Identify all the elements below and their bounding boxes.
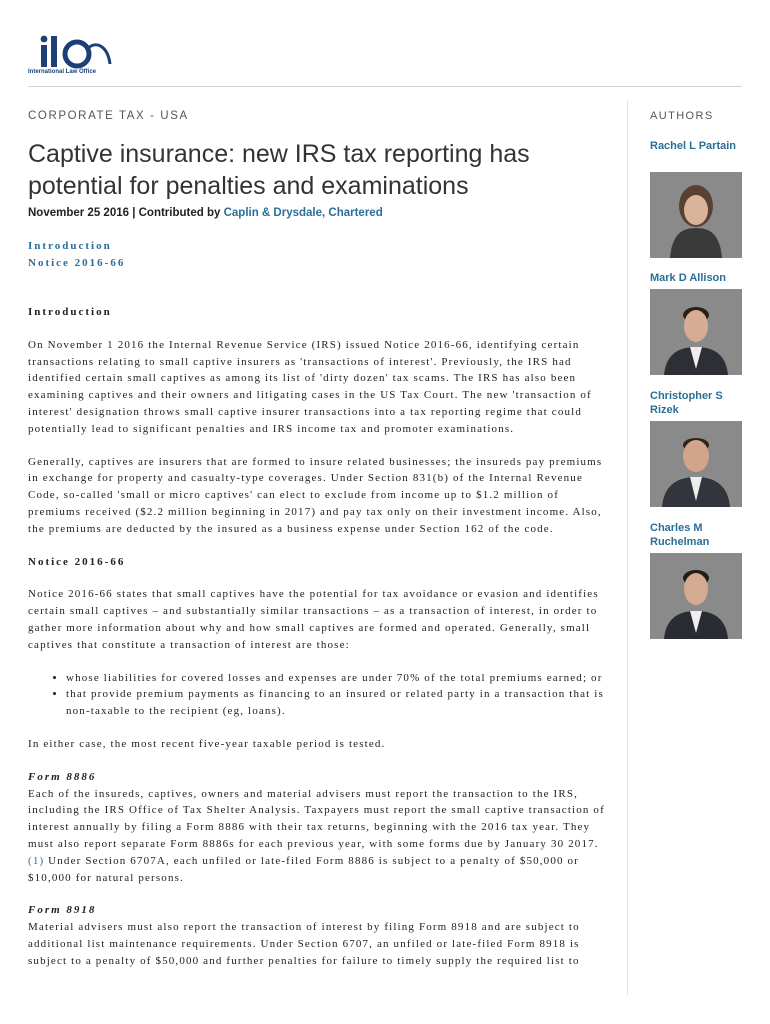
paragraph: On November 1 2016 the Internal Revenue Service (IRS) issued Notice 2016-66, identifying certain transactions relating to small captive insurers as 'transactions of interest'. Previously, the IRS had identified certain small captives as among its list of 'dirty dozen' tax scams. The IRS has also been examining captives and their owners and litigating cases in the US Tax Court. The new 'transaction of interest' designation throws small captive insurer transactions into a tax reporting regime that could potentially lead to significant penalties and IRS income tax and promoter examinations. <box>28 338 592 435</box>
contributor-link[interactable]: Caplin & Drysdale, Chartered <box>223 207 383 219</box>
bullet-list <box>28 670 608 720</box>
category-label: CORPORATE TAX - USA <box>28 110 189 122</box>
toc-link-notice[interactable]: Notice 2016-66 <box>28 257 126 269</box>
author-name-link[interactable]: Mark D Allison <box>650 272 726 284</box>
author-photo[interactable] <box>650 421 742 507</box>
page-title: Captive insurance: new IRS tax reporting has potential for penalties and examinations <box>28 140 530 200</box>
author-name-link[interactable]: Rachel L Partain <box>650 140 736 152</box>
author-photo[interactable] <box>650 172 742 258</box>
subheading-form-8886: Form 8886 <box>28 770 97 783</box>
author-entry <box>650 139 745 153</box>
table-of-contents <box>28 238 125 272</box>
paragraph: Notice 2016-66 states that small captives have the potential for tax avoidance or evasion and identifies certain small captives – and substantially similar transactions – as a transaction of interest, in order to gather more information about why and how small captives are formed and operated. Generally, small captives that constitute a transaction of interest are those: <box>28 588 599 651</box>
article-body <box>28 304 608 986</box>
author-entry <box>650 389 745 417</box>
paragraph: Material advisers must also report the transaction of interest by filing Form 8918 and are subject to additional list maintenance requirements. Under Section 6707, an unfiled or late-filed Form 8918 is subject to a penalty of $50,000 and further penalties for failure to timely supply the required list to <box>28 921 580 967</box>
footnote-link[interactable]: (1) <box>28 854 45 867</box>
contributed-label: Contributed by <box>138 207 224 219</box>
paragraph: Generally, captives are insurers that are formed to insure related businesses; the insureds pay premiums in exchange for property and casualty-type coverages. Under Section 831(b) of the Internal Revenue Code, so-called 'small or micro captives' can elect to exclude from income up to $1.2 million of premiums received ($2.2 million beginning in 2017) and pay tax only on their investment income. Also, the premiums are deducted by the insured as a business expense under Section 162 of the code. <box>28 455 603 535</box>
article-date: November 25 2016 <box>28 207 130 219</box>
author-name-link[interactable]: Christopher S Rizek <box>650 390 723 416</box>
paragraph <box>28 786 608 887</box>
authors-heading: AUTHORS <box>650 110 714 122</box>
subheading-form-8918: Form 8918 <box>28 904 97 917</box>
list-item: • that provide premium payments as financing to an insured or related party in a transaction that is non-taxable to the recipient (eg, loans). <box>66 686 608 720</box>
author-entry <box>650 521 745 549</box>
section-heading-introduction: Introduction <box>28 306 112 318</box>
section-heading-notice: Notice 2016-66 <box>28 555 126 568</box>
header-divider <box>28 86 742 87</box>
author-photo[interactable] <box>650 289 742 375</box>
ilo-logo[interactable] <box>28 34 118 84</box>
logo-subtitle: International Law Office <box>28 69 97 75</box>
meta-separator: | <box>129 207 139 219</box>
paragraph-text: Under Section 6707A, each unfiled or late-filed Form 8886 is subject to a penalty of $50,000 or $10,000 for natural persons. <box>28 854 579 884</box>
article-meta <box>28 207 383 219</box>
author-photo[interactable] <box>650 553 742 639</box>
toc-link-introduction[interactable]: Introduction <box>28 240 112 252</box>
author-entry <box>650 271 745 285</box>
list-item: • whose liabilities for covered losses and expenses are under 70% of the total premiums earned; or <box>66 670 608 687</box>
sidebar-divider <box>627 100 628 995</box>
paragraph: In either case, the most recent five-year taxable period is tested. <box>28 737 386 750</box>
paragraph-text: Each of the insureds, captives, owners and material advisers must report the transaction to the IRS, including the IRS Office of Tax Shelter Analysis. Taxpayers must report the small captive transaction of interest annually by filing a Form 8886 with their tax returns, beginning with the 2016 tax year. They must also report separate Form 8886s for each previous year, with some forms due by January 30 2017. <box>28 787 605 850</box>
author-name-link[interactable]: Charles M Ruchelman <box>650 522 710 548</box>
